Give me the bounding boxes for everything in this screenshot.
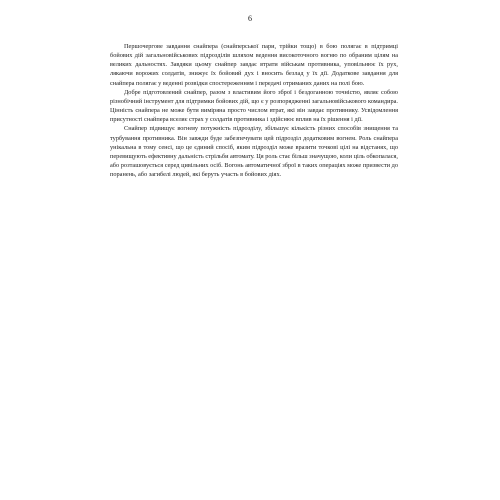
paragraph-3: Снайпер підвищує вогневу потужність підрозділу, збільшує кількість різних способів знищення та турбування противника. Він завжди буде забезпечувати цей підрозділ додатковим вогнем. Роль снайпера унікальна в тому сенсі, що це єдиний спосіб, яким підрозділ може вразити точкові цілі на відстанях, що перевищують ефективну дальність стрільби автомату. Ця роль стає більш значущою, коли ціль обкопалася, або розташовується серед цивільних осіб. Вогонь автоматичної зброї в таких операціях може призвести до поранень, або загибелі людей, які беруть участь в бойових діях. bbox=[110, 125, 398, 179]
page-number: 6 bbox=[248, 14, 252, 23]
paragraph-1: Першочергове завдання снайпера (снайперської пари, трійки тощо) в бою полягає в підтримці бойових дій загальновійськових підрозділів шляхом ведення високоточного вогню по обраним цілям на великих дальностях. Завдяки цьому снайпер завдає втрати військам противника, уповільнює їх рух, лякаючи ворожих солдатів, знижує їх бойовий дух і вносить безлад у їх дії. Додаткове завдання для снайпера полягає у веденні розвідки спостереженням і передачі отриманих даних на полі бою. bbox=[110, 43, 398, 87]
body-text bbox=[110, 42, 398, 179]
paragraph-2: Добре підготовлений снайпер, разом з властивим його зброї і бездоганною точністю, являє собою різнобічний інструмент для підтримки бойових дій, що є у розпорядженні загальновійськового командира. Цінність снайпера не може бути виміряна просто числом втрат, які він завдає противнику. Усвідомлення присутності снайпера вселяє страх у солдатів противника і здійснює вплив на їх рішення і дії. bbox=[110, 88, 398, 124]
